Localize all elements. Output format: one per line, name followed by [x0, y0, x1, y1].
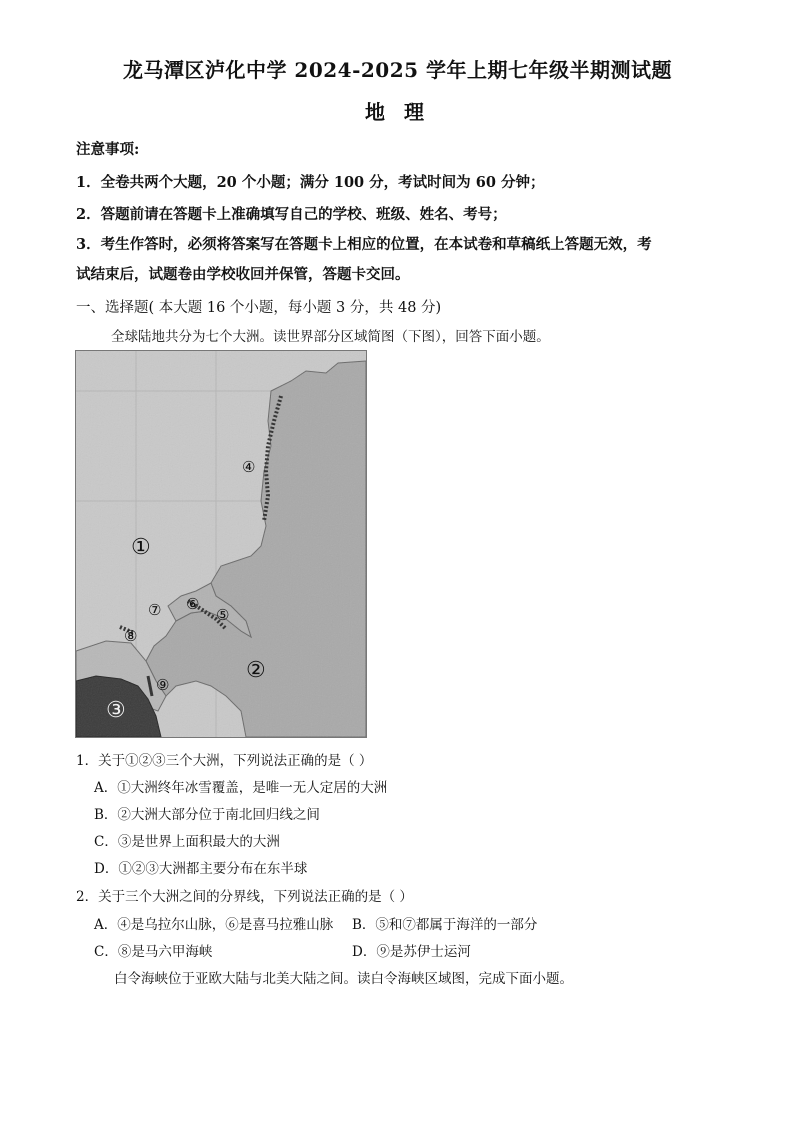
map-label-7: ⑦	[148, 601, 162, 619]
notice-item-3-cont: 试结束后，试题卷由学校收回并保管，答题卡交回。	[76, 266, 410, 283]
map-label-4: ④	[242, 458, 256, 476]
exam-title: 龙马潭区泸化中学 2024-2025 学年上期七年级半期测试题	[122, 58, 673, 82]
world-region-map	[75, 350, 367, 738]
question-1-option-c: C．③是世界上面积最大的大洲	[94, 834, 280, 850]
question-intro-1: 全球陆地共分为七个大洲。读世界部分区域简图（下图），回答下面小题。	[111, 329, 550, 345]
question-1-stem: 1．关于①②③三个大洲，下列说法正确的是（ ）	[76, 753, 373, 769]
map-label-6: ⑥	[186, 595, 200, 613]
question-intro-2: 白令海峡位于亚欧大陆与北美大陆之间。读白令海峡区域图，完成下面小题。	[114, 971, 573, 987]
map-label-9: ⑨	[156, 676, 170, 694]
question-1-option-a: A．①大洲终年冰雪覆盖，是唯一无人定居的大洲	[94, 780, 388, 796]
notice-item-2: 2．答题前请在答题卡上准确填写自己的学校、班级、姓名、考号；	[76, 206, 507, 223]
notice-heading: 注意事项:	[76, 141, 140, 158]
section-heading: 一、选择题( 本大题 16 个小题，每小题 3 分，共 48 分)	[76, 300, 442, 316]
question-2-stem: 2．关于三个大洲之间的分界线，下列说法正确的是（ ）	[76, 889, 413, 905]
notice-item-1: 1．全卷共两个大题，20 个小题；满分 100 分，考试时间为 60 分钟；	[76, 174, 545, 191]
question-2-option-b: B．⑤和⑦都属于海洋的一部分	[352, 917, 538, 933]
map-label-1: ①	[131, 535, 151, 560]
subject-title: 地 理	[365, 100, 430, 124]
question-2-option-a: A．④是乌拉尔山脉，⑥是喜马拉雅山脉	[94, 917, 334, 933]
question-2-option-c: C．⑧是马六甲海峡	[94, 944, 213, 960]
map-label-8: ⑧	[124, 627, 138, 645]
map-label-5: ⑤	[216, 606, 230, 624]
map-drawing	[76, 351, 366, 737]
question-1-option-d: D．①②③大洲都主要分布在东半球	[94, 861, 308, 877]
notice-item-3: 3．考生作答时，必须将答案写在答题卡上相应的位置，在本试卷和草稿纸上答题无效，考	[76, 236, 652, 253]
question-1-option-b: B．②大洲大部分位于南北回归线之间	[94, 807, 320, 823]
map-label-2: ②	[246, 658, 266, 683]
question-2-option-d: D．⑨是苏伊士运河	[352, 944, 471, 960]
map-label-3: ③	[106, 698, 126, 723]
